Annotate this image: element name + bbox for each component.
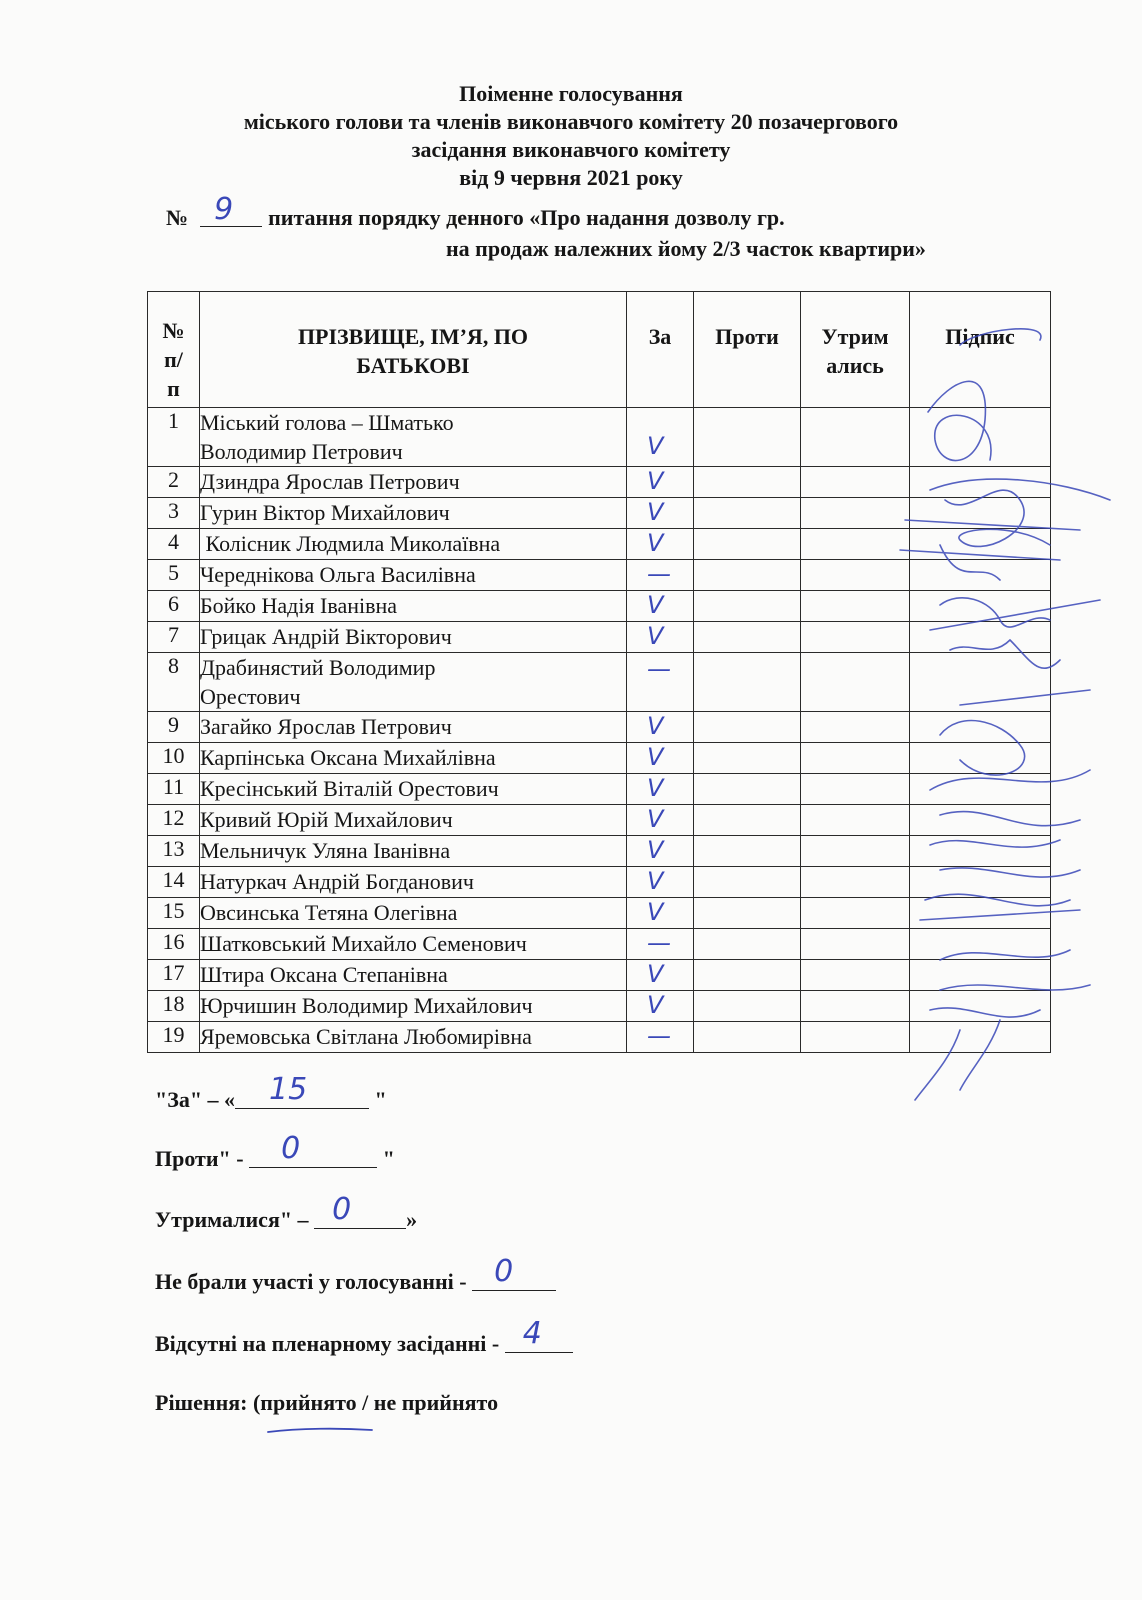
table-row: 16 Шатковський Михайло Семенович — [148, 929, 1051, 960]
agenda-text-2: на продаж належних йому 2/3 часток квартири» [446, 236, 926, 261]
agenda-line-1 [166, 192, 785, 231]
table-row: 18 Юрчишин Володимир Михайлович V [148, 991, 1051, 1022]
table-row: 15 Овсинська Тетяна Олегівна V [148, 898, 1051, 929]
table-row: 14 Натуркач Андрій Богданович V [148, 867, 1051, 898]
table-row: 11 Кресінський Віталій Орестович V [148, 774, 1051, 805]
utrym-count-field [314, 1192, 406, 1229]
table-row: 8 Драбинястий Володимир Орестович — [148, 653, 1051, 712]
vote-mark: V [647, 991, 664, 1019]
col-number-header: № п/ п [148, 292, 200, 408]
summary-utrym: Утрималися" – 0 » [155, 1192, 418, 1232]
col-signature-header: Підпис [910, 292, 1051, 408]
header-title: Поіменне голосування [459, 81, 683, 106]
vote-mark: — [647, 655, 671, 683]
header-subtitle: міського голови та членів виконавчого комітету 20 позачергового [243, 109, 899, 134]
proty-count: 0 [281, 1131, 301, 1166]
agenda-text-1: питання порядку денного «Про надання дозволу гр. [268, 205, 785, 230]
voting-table [147, 291, 1051, 1053]
table-row: 4 Колісник Людмила Миколаївна V [148, 529, 1051, 560]
header-meeting: засідання виконавчого комітету [411, 137, 731, 162]
header-date: від 9 червня 2021 року [459, 165, 683, 190]
summary-vidsutni: Відсутні на пленарному засіданні - 4 [155, 1330, 573, 1357]
vote-mark: V [647, 498, 664, 526]
table-row: 13 Мельничук Уляна Іванівна V [148, 836, 1051, 867]
table-row: 3 Гурин Віктор Михайлович V [148, 498, 1051, 529]
table-row: 7 Грицак Андрій Вікторович V [148, 622, 1051, 653]
col-za-header: За [627, 292, 694, 408]
vote-mark: V [647, 743, 664, 771]
col-name-header: ПРІЗВИЩЕ, ІМ’Я, ПО БАТЬКОВІ [200, 292, 627, 408]
summary-nebraly: Не брали участі у голосуванні - 0 [155, 1268, 556, 1295]
nebraly-count-field [472, 1254, 556, 1291]
table-row: 6 Бойко Надія Іванівна V [148, 591, 1051, 622]
vote-mark: — [647, 560, 671, 588]
col-utrym-header: Утрим ались [801, 292, 910, 408]
vote-mark: V [647, 805, 664, 833]
table-row: 10 Карпінська Оксана Михайлівна V [148, 743, 1051, 774]
summary-rishennia: Рішення: (прийнято / не прийнято [155, 1390, 499, 1415]
vidsutni-count-field [505, 1316, 573, 1353]
table-row: 5 Череднікова Ольга Василівна — [148, 560, 1051, 591]
agenda-item-number: 9 [214, 192, 234, 227]
utrym-count: 0 [332, 1192, 352, 1227]
vote-mark: V [647, 529, 664, 557]
table-header-row [148, 292, 1051, 408]
vidsutni-count: 4 [522, 1316, 542, 1351]
summary-proty: Проти" - 0 " [155, 1131, 395, 1171]
nebraly-count: 0 [494, 1254, 514, 1289]
vote-mark: V [647, 432, 664, 460]
vote-mark: V [647, 774, 664, 802]
vote-mark: V [647, 867, 664, 895]
table-row: 1 Міський голова – Шматько Володимир Петрович V [148, 408, 1051, 467]
vote-mark: V [647, 622, 664, 650]
col-proty-header: Проти [694, 292, 801, 408]
proty-count-field [249, 1131, 377, 1168]
agenda-item-number-field [200, 192, 262, 227]
table-row: 9 Загайко Ярослав Петрович V [148, 712, 1051, 743]
vote-mark: V [647, 836, 664, 864]
agenda-number-sign: № [166, 205, 189, 230]
table-row: 17 Штира Оксана Степанівна V [148, 960, 1051, 991]
table-row: 12 Кривий Юрій Михайлович V [148, 805, 1051, 836]
vote-mark: — [647, 929, 671, 957]
vote-mark: V [647, 591, 664, 619]
document-header [0, 80, 1142, 192]
summary-za: "За" – « 15 " [155, 1072, 387, 1112]
vote-mark: V [647, 898, 664, 926]
za-count: 15 [269, 1072, 308, 1107]
vote-mark: V [647, 467, 664, 495]
vote-mark: V [647, 712, 664, 740]
table-row: 19 Яремовська Світлана Любомирівна — [148, 1022, 1051, 1053]
table-row: 2 Дзиндра Ярослав Петрович V [148, 467, 1051, 498]
agenda-line-2 [446, 236, 926, 262]
vote-mark: V [647, 960, 664, 988]
vote-mark: — [647, 1022, 671, 1050]
